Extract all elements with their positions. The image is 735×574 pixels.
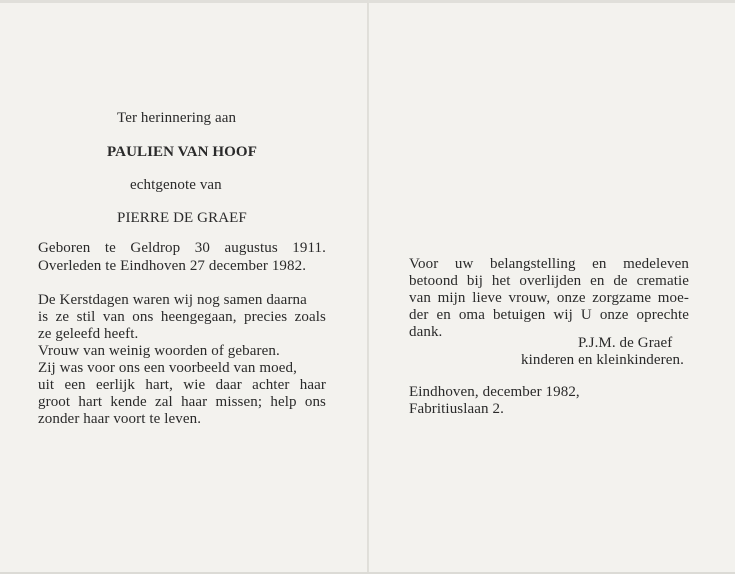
family-line: kinderen en kleinkinderen. (521, 352, 684, 368)
address: Fabritiuslaan 2. (409, 401, 504, 417)
place-date: Eindhoven, december 1982, (409, 384, 580, 400)
death-line: Overleden te Eindhoven 27 december 1982. (38, 258, 307, 274)
poem-line: groot hart kende zal haar missen; help ons (38, 394, 326, 410)
poem-line: De Kerstdagen waren wij nog samen daarna (38, 292, 307, 308)
poem-line: ze geleefd heeft. (38, 326, 139, 342)
poem-line: uit een eerlijk hart, wie daar achter haar (38, 377, 326, 393)
thanks-line: dank. (409, 324, 443, 340)
signature: P.J.M. de Graef (578, 335, 673, 351)
thanks-line: der en oma betuigen wij U onze oprechte (409, 307, 689, 323)
birth-line: Geboren te Geldrop 30 augustus 1911. (38, 240, 326, 256)
intro-text: Ter herinnering aan (117, 110, 237, 126)
poem-line: Zij was voor ons een voorbeeld van moed, (38, 360, 297, 376)
thanks-line: van mijn lieve vrouw, onze zorgzame moe- (409, 290, 689, 306)
thanks-line: betoond bij het overlijden en de crematie (409, 273, 689, 289)
poem-line: Vrouw van weinig woorden of gebaren. (38, 343, 280, 359)
spouse-name: PIERRE DE GRAEF (117, 210, 247, 226)
relation-text: echtgenote van (130, 177, 222, 193)
right-page (369, 0, 735, 574)
poem-line: zonder haar voort te leven. (38, 411, 202, 427)
deceased-name: PAULIEN VAN HOOF (107, 144, 257, 160)
thanks-line: Voor uw belangstelling en medeleven (409, 256, 689, 272)
poem-line: is ze stil van ons heengegaan, precies zoals (38, 309, 326, 325)
left-page (0, 0, 367, 574)
